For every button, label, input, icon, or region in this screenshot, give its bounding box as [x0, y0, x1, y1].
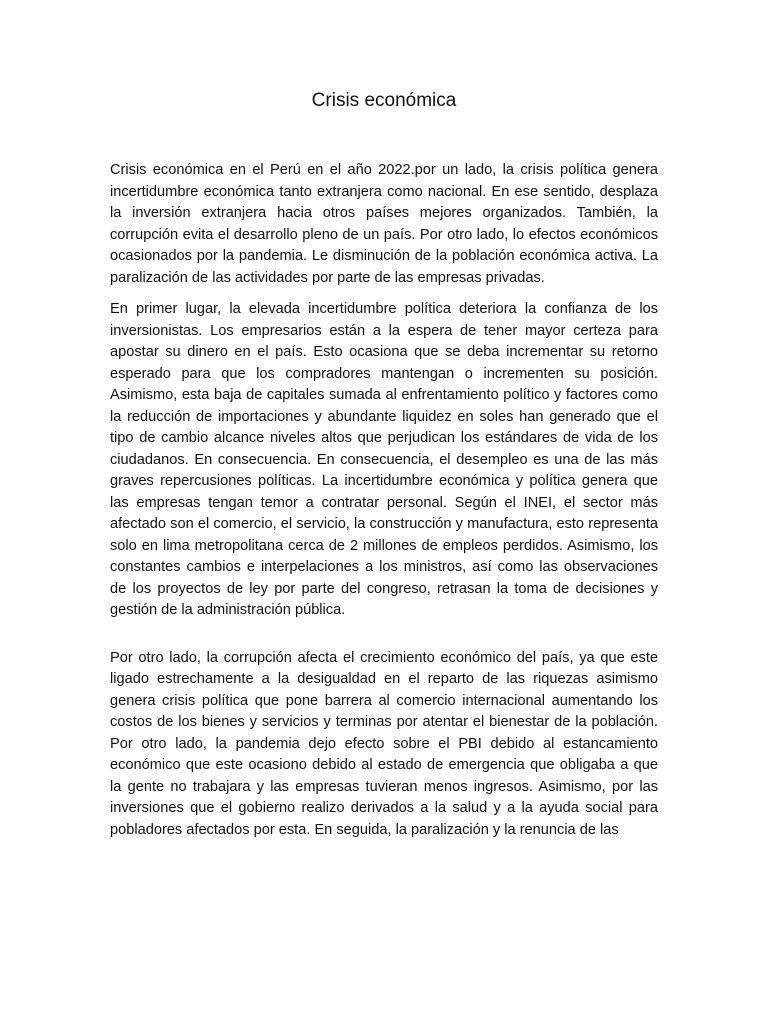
paragraph-3: Por otro lado, la corrupción afecta el crecimiento económico del país, ya que este ligado estrechamente a la desigualdad en el reparto de las riquezas asimismo genera crisis política que pone barrera al comercio internacional aumentando los costos de los bienes y servicios y terminas por atentar el bienestar de la población. Por otro lado, la pandemia dejo efecto sobre el PBI debido al estancamiento económico que este ocasiono debido al estado de emergencia que obligaba a que la gente no trabajara y las empresas tuvieran menos ingresos. Asimismo, por las inversiones que el gobierno realizo derivados a la salud y a la ayuda social para pobladores afectados por esta. En seguida, la paralización y la renuncia de las	[110, 649, 658, 838]
document-body	[110, 160, 658, 841]
paragraph-2: En primer lugar, la elevada incertidumbre política deteriora la confianza de los inversionistas. Los empresarios están a la espera de tener mayor certeza para apostar su dinero en el país. Esto ocasiona que se deba incrementar su retorno esperado para que los compradores mantengan o incrementen su posición. Asimismo, esta baja de capitales sumada al enfrentamiento político y factores como la reducción de importaciones y abundante liquidez en soles han generado que el tipo de cambio alcance niveles altos que perjudican los estándares de vida de los ciudadanos. En consecuencia. En consecuencia, el desempleo es una de las más graves repercusiones políticas. La incertidumbre económica y política genera que las empresas tengan temor a contratar personal. Según el INEI, el sector más afectado son el comercio, el servicio, la construcción y manufactura, esto representa solo en lima metropolitana cerca de 2 millones de empleos perdidos. Asimismo, los constantes cambios e interpelaciones a los ministros, así como las observaciones de los proyectos de ley por parte del congreso, retrasan la toma de decisiones y gestión de la administración pública.	[110, 301, 658, 618]
page-title: Crisis económica	[311, 90, 457, 111]
paragraph-1: Crisis económica en el Perú en el año 2022.por un lado, la crisis política genera incertidumbre económica tanto extranjera como nacional. En ese sentido, desplaza la inversión extranjera hacia otros países mejores organizados. También, la corrupción evita el desarrollo pleno de un país. Por otro lado, lo efectos económicos ocasionados por la pandemia. Le disminución de la población económica activa. La paralización de las actividades por parte de las empresas privadas.	[110, 162, 658, 286]
